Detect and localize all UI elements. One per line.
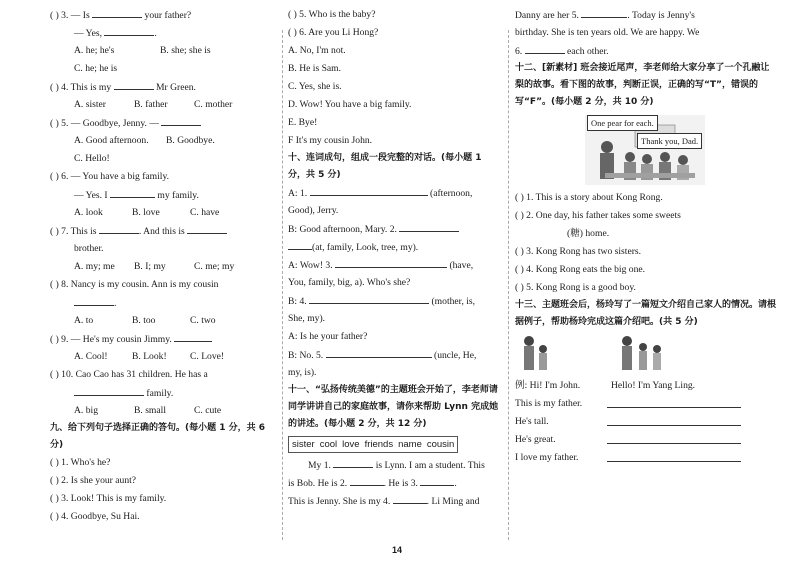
middle-column: ( ) 5. Who is the baby? ( ) 6. Are you Li Hong? A. No, I'm not. B. He is Sam. C. Yes, she is. D. Wow! You have a big family. E. Bye! F It's my cousin John. 十、连词成句，组成一段完整的对话。(每小题 1 分，共 5 分) A: 1. (afternoon, Good), Jerry. B: Good afternoon, Mary. 2. (at, family, Look, tree, my). A: Wow! 3. (have, You, family, big, a). Who's she? B: 4. (mother, is, She, my). A: Is he your father? B: No. 5. (uncle, He, my, is). 十一、“弘扬传统美德”的主题班会开始了，李老师请同学讲讲自己的家庭故事，请你来帮助 Lynn 完成她的讲述。(每小题 2 分，共 12 分) sister cool love friends name cousin My 1. is Lynn. I am a student. This is Bob. He is 2. . He is 3. . This is Jenny. She is my 4. . Li Ming and [288, 6, 502, 510]
answer-blank[interactable] [399, 220, 459, 232]
people-illustration [515, 331, 777, 377]
section-11-title: 十一、“弘扬传统美德”的主题班会开始了，李老师请同学讲讲自己的家庭故事，请你来帮助 Lynn 完成她的讲述。(每小题 2 分，共 12 分) [288, 385, 499, 429]
left-column: ( ) 3. — Is your father? — Yes, . A. he; he's B. she; she is C. he; he is ( ) 4. This is my Mr Green. A. sister B. father C. mother ( ) 5. — Goodbye, Jenny. — A. Good afternoon. B. Goodbye. C. Hello! ( ) 6. — You have a big family. — Yes. I my family. A. look B. love C. have ( ) 7. This is . And this is brother. A. my; me B. I; my C. me; my ( ) 8. Nancy is my cousin. Ann is my cousin . A. to B. too C. two ( ) 9. — He's my cousin Jimmy. A. Cool! B. Look! C. Love! ( ) 10. Cao Cao has 31 children. He has a family. A. big B. small C. cute 九、给下列句子选择正确的答句。(每小题 1 分，共 6 分) ( ) 1. Who's he? ( ) 2. Is she your aunt? ( ) 3. Look! This is my family. ( ) 4. Goodbye, Su Hai. [50, 6, 278, 526]
answer-blank[interactable] [333, 456, 373, 468]
story-illustration [585, 115, 705, 185]
dialogue-line: B: No. 5. (uncle, He, [288, 346, 502, 364]
section-13-title: 十三、主题班会后，杨玲写了一篇短文介绍自己家人的情况。请根据例子，帮助杨玲完成这篇介绍吧。(共 5 分) [515, 300, 777, 327]
answer-blank[interactable] [74, 384, 144, 396]
answer-blank[interactable] [187, 222, 227, 234]
answer-option: F It's my cousin John. [288, 135, 373, 146]
judgement-item: ( ) 1. This is a story about Kong Rong. [515, 192, 663, 203]
question-9: ( ) 9. — He's my cousin Jimmy. [50, 330, 278, 348]
answer-blank[interactable] [104, 24, 154, 36]
answer-blank[interactable] [310, 184, 428, 196]
judgement-item: ( ) 3. Kong Rong has two sisters. [515, 246, 642, 257]
question-10: ( ) 10. Cao Cao has 31 children. He has a [50, 369, 208, 380]
family-figures [515, 331, 777, 377]
section-9-item: ( ) 1. Who's he? [50, 457, 111, 468]
answer-blank[interactable] [335, 256, 447, 268]
answer-blank[interactable] [309, 292, 429, 304]
section-9-title: 九、给下列句子选择正确的答句。(每小题 1 分，共 6 分) [50, 423, 266, 450]
dialogue-line: A: 1. (afternoon, [288, 184, 502, 202]
answer-blank[interactable] [110, 186, 155, 198]
section-9-item: ( ) 5. Who is the baby? [288, 9, 376, 20]
speech-bubble: One pear for each. [587, 115, 658, 131]
speech-bubble: Thank you, Dad. [637, 133, 702, 149]
writing-line[interactable] [607, 407, 741, 408]
question-4: ( ) 4. This is my Mr Green. [50, 78, 278, 96]
question-6: ( ) 6. — You have a big family. [50, 171, 170, 182]
answer-blank[interactable] [92, 6, 142, 18]
dialogue-line: B: 4. (mother, is, [288, 292, 502, 310]
dialogue-line: B: Good afternoon, Mary. 2. [288, 220, 502, 238]
writing-line[interactable] [607, 443, 741, 444]
section-10-title: 十、连词成句，组成一段完整的对话。(每小题 1 分，共 5 分) [288, 153, 482, 180]
page-number: 14 [392, 545, 403, 555]
answer-option: C. Yes, she is. [288, 81, 342, 92]
answer-option: A. No, I'm not. [288, 45, 346, 56]
question-3: ( ) 3. — Is your father? [50, 6, 278, 24]
section-12-title: 十二、[新素材] 班会接近尾声，李老师给大家分享了一个孔融让梨的故事。看下图的故事，判断正误，正确的写“T”，错误的写“F”。(每小题 2 分，共 10 分) [515, 63, 770, 107]
answer-option: D. Wow! You have a big family. [288, 99, 412, 110]
section-9-item: ( ) 3. Look! This is my family. [50, 493, 167, 504]
answer-option: E. Bye! [288, 117, 318, 128]
answer-blank[interactable] [161, 114, 201, 126]
column-divider [508, 30, 509, 540]
answer-blank[interactable] [288, 238, 312, 250]
column-divider [282, 30, 283, 540]
right-column: Danny are her 5. . Today is Jenny's birthday. She is ten years old. We are happy. We 6. each other. 十二、[新素材] 班会接近尾声，李老师给大家分享了一个孔融让梨的故事。看下图的故事，判断正误，正确的写“T”，错误的写“F”。(每小题 2 分，共 10 分) One pear for each. Thank you, Dad. ( ) 1. This is a story about Kong Rong. ( ) 2. One day, his father takes some sweets (糖) home. ( ) 3. Kong Rong has two sisters. ( ) 4. Kong Rong eats the big one. ( ) 5. Kong Rong is a good boy. 十三、主题班会后，杨玲写了一篇短文介绍自己家人的情况。请根据例子，帮助杨玲完成这篇介绍吧。(共 5 分) 例: Hi! I'm John. Hello! I'm Yang Ling. This is my father. He's tall. He's great. I love my father. [515, 6, 777, 467]
section-9-item: ( ) 2. Is she your aunt? [50, 475, 137, 486]
answer-blank[interactable] [99, 222, 139, 234]
writing-line[interactable] [607, 425, 741, 426]
dialogue-line: A: Wow! 3. (have, [288, 256, 502, 274]
answer-blank[interactable] [525, 42, 565, 54]
answer-blank[interactable] [74, 294, 114, 306]
answer-blank[interactable] [174, 330, 212, 342]
judgement-item: ( ) 5. Kong Rong is a good boy. [515, 282, 636, 293]
answer-blank[interactable] [393, 492, 427, 504]
answer-option: B. He is Sam. [288, 63, 342, 74]
question-5: ( ) 5. — Goodbye, Jenny. — [50, 114, 278, 132]
answer-blank[interactable] [326, 346, 432, 358]
question-8: ( ) 8. Nancy is my cousin. Ann is my cousin [50, 279, 219, 290]
word-bank: sister cool love friends name cousin [288, 436, 458, 453]
writing-line[interactable] [607, 461, 741, 462]
answer-blank[interactable] [420, 474, 454, 486]
judgement-item: ( ) 2. One day, his father takes some sweets [515, 210, 681, 221]
question-7: ( ) 7. This is . And this is [50, 222, 278, 240]
answer-blank[interactable] [114, 78, 154, 90]
judgement-item: ( ) 4. Kong Rong eats the big one. [515, 264, 646, 275]
answer-blank[interactable] [350, 474, 384, 486]
section-9-item: ( ) 4. Goodbye, Su Hai. [50, 511, 140, 522]
dialogue-line: A: Is he your father? [288, 331, 368, 342]
section-9-item: ( ) 6. Are you Li Hong? [288, 27, 379, 38]
answer-blank[interactable] [581, 6, 627, 18]
